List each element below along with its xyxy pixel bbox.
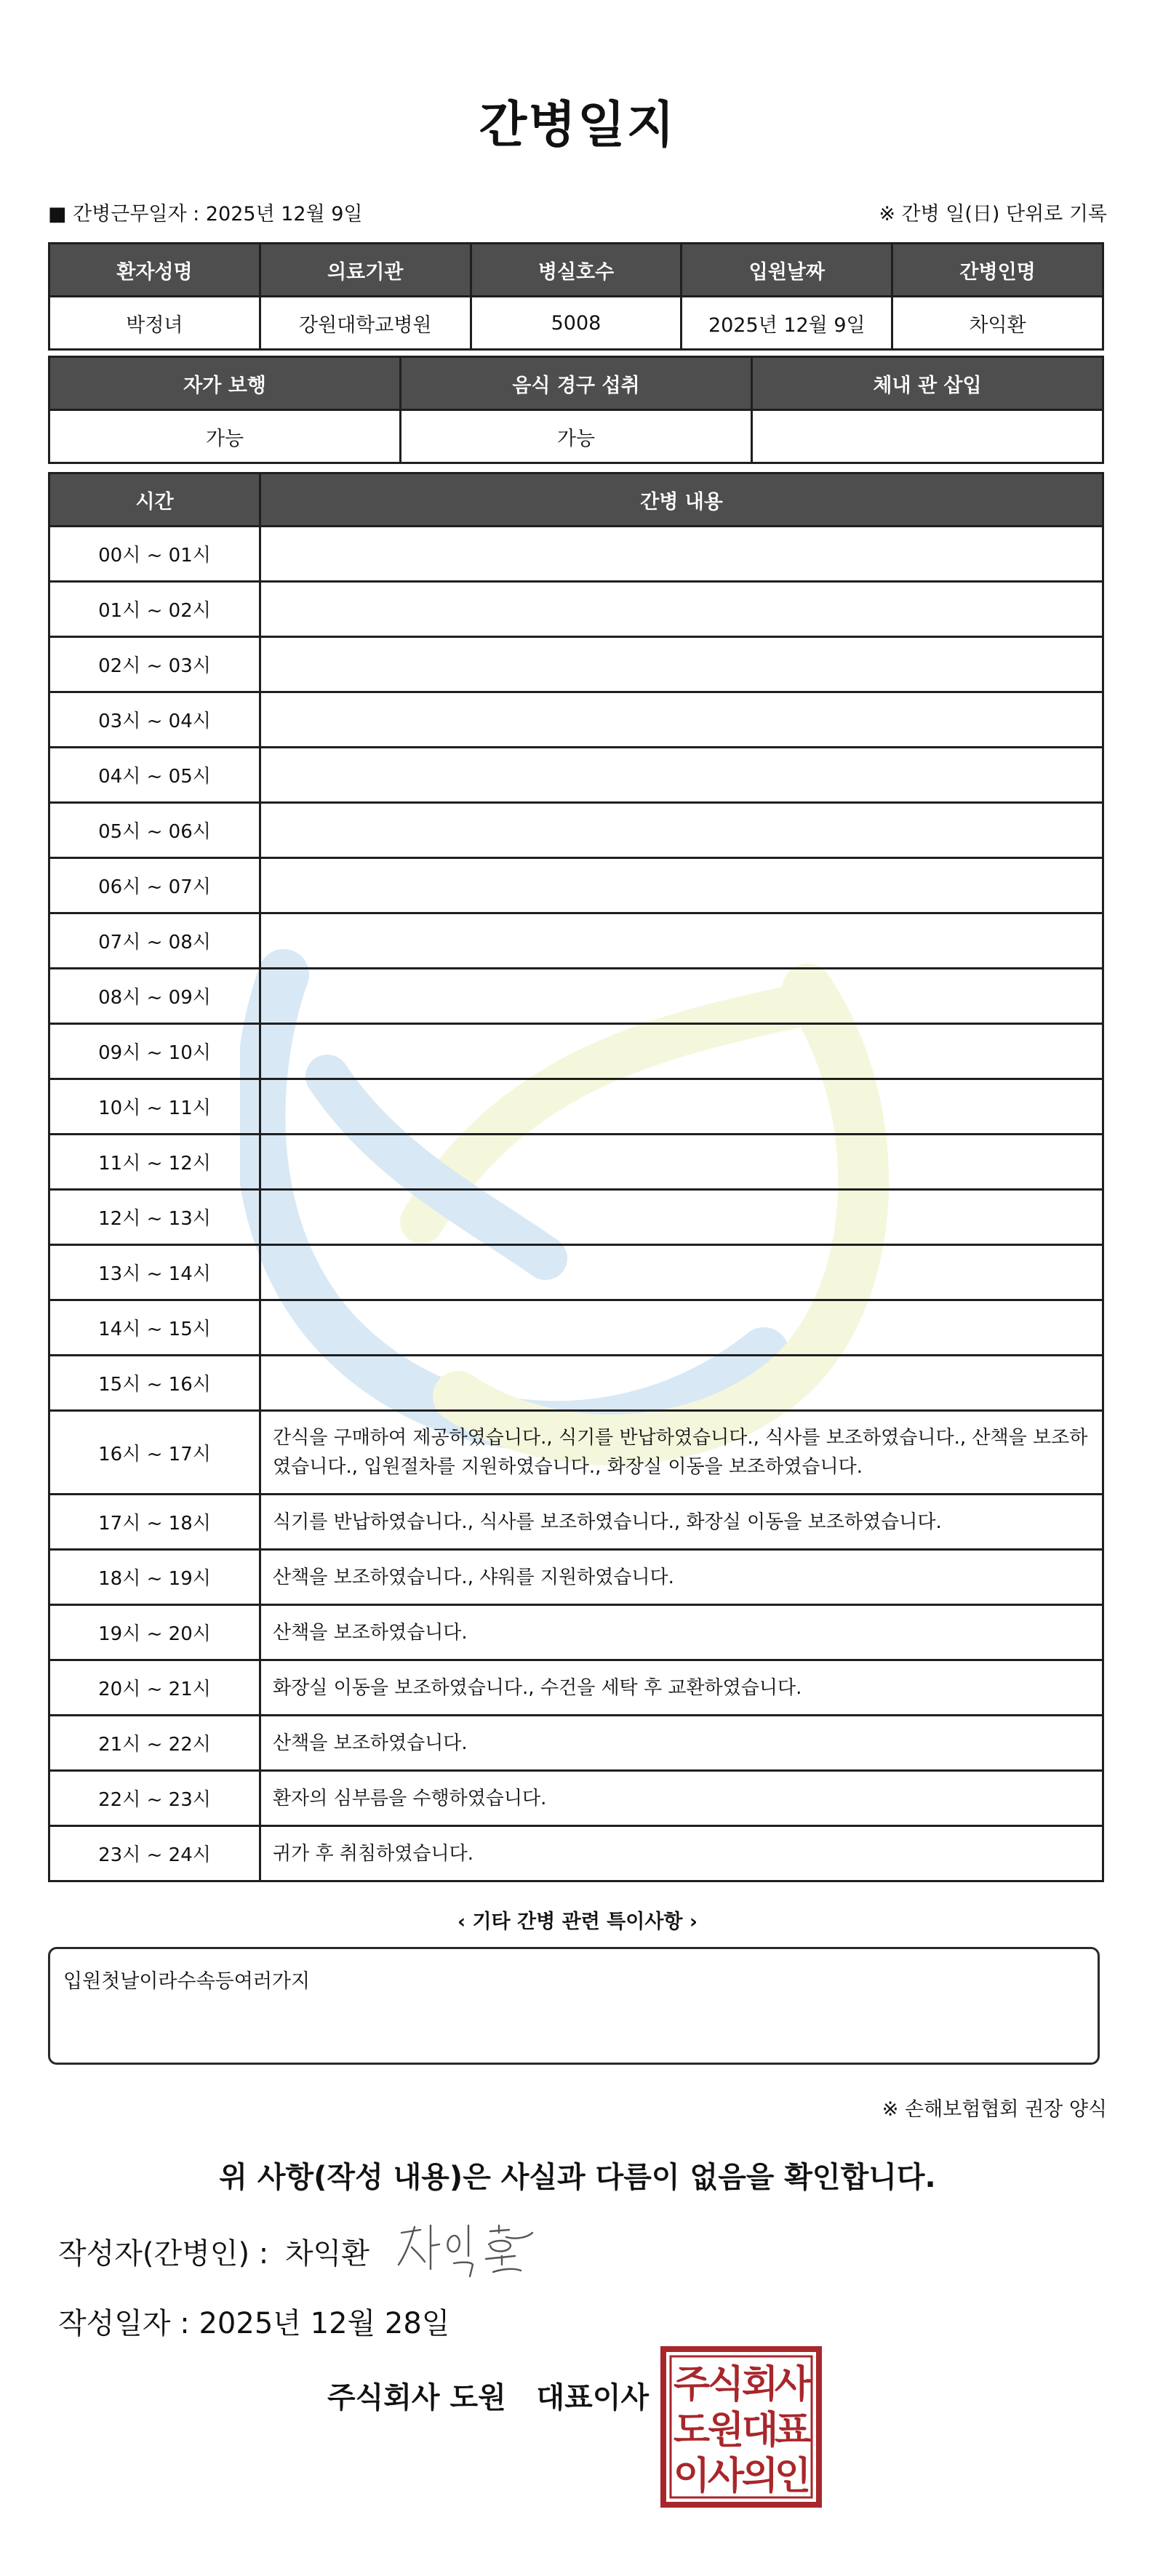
care-log-content [260, 637, 1103, 692]
svg-text:사: 사 [774, 2363, 812, 2407]
special-notes-box: 입원첫날이라수속등여러가지 [48, 1947, 1100, 2065]
care-log-row [49, 1605, 1103, 1660]
work-date-value: 2025년 12월 9일 [205, 203, 363, 225]
svg-text:인: 인 [774, 2455, 812, 2498]
care-log-time: 03시 ~ 04시 [49, 692, 260, 748]
record-unit-note: ※ 간병 일(日) 단위로 기록 [879, 203, 1107, 225]
care-log-time: 08시 ~ 09시 [49, 969, 260, 1024]
care-log-row [49, 637, 1103, 692]
care-log-header-row [49, 473, 1103, 527]
care-log-content [260, 858, 1103, 913]
care-log-time: 06시 ~ 07시 [49, 858, 260, 913]
care-log-row [49, 1411, 1103, 1495]
writer-name: 차익환 [284, 2237, 369, 2271]
tube-insertion-value [752, 410, 1103, 463]
svg-text:표: 표 [774, 2409, 812, 2452]
care-log-row [49, 1660, 1103, 1716]
care-log-time: 12시 ~ 13시 [49, 1190, 260, 1245]
care-log-row [49, 1300, 1103, 1356]
care-log-row [49, 1245, 1103, 1300]
work-date-line [48, 198, 363, 226]
care-log-time: 05시 ~ 06시 [49, 803, 260, 858]
patient-info-value-row [49, 297, 1103, 350]
care-log-row [49, 1771, 1103, 1826]
care-log-content: 화장실 이동을 보조하였습니다., 수건을 세탁 후 교환하였습니다. [260, 1660, 1103, 1716]
header-care-content: 간병 내용 [260, 473, 1103, 527]
recommended-form-note: ※ 손해보험협회 권장 양식 [882, 2098, 1107, 2121]
svg-text:식: 식 [707, 2363, 745, 2407]
header-patient-name: 환자성명 [49, 244, 260, 297]
care-log-row [49, 803, 1103, 858]
patient-status-header-row [49, 357, 1103, 410]
svg-text:주: 주 [673, 2363, 711, 2407]
care-log-content: 귀가 후 취침하였습니다. [260, 1826, 1103, 1881]
care-log-row [49, 1135, 1103, 1190]
care-log-content [260, 1300, 1103, 1356]
hospital-name: 강원대학교병원 [260, 297, 471, 350]
care-log-time: 10시 ~ 11시 [49, 1079, 260, 1135]
care-log-row [49, 748, 1103, 803]
care-log-row [49, 1356, 1103, 1411]
care-log-row [49, 692, 1103, 748]
oral-intake-value: 가능 [401, 410, 752, 463]
confirmation-statement: 위 사항(작성 내용)은 사실과 다름이 없음을 확인합니다. [219, 2161, 936, 2194]
care-log-content [260, 748, 1103, 803]
room-number: 5008 [471, 297, 682, 350]
care-log-row [49, 1024, 1103, 1079]
care-log-table [48, 472, 1104, 1882]
care-log-row [49, 1079, 1103, 1135]
written-date-value: 2025년 12월 28일 [199, 2307, 450, 2340]
svg-text:도: 도 [673, 2409, 711, 2452]
svg-text:대: 대 [741, 2409, 779, 2452]
care-log-row [49, 582, 1103, 637]
care-log-content: 산책을 보조하였습니다. [260, 1716, 1103, 1771]
care-log-content [260, 913, 1103, 969]
header-time: 시간 [49, 473, 260, 527]
patient-name: 박정녀 [49, 297, 260, 350]
care-log-row [49, 969, 1103, 1024]
care-log-time: 02시 ~ 03시 [49, 637, 260, 692]
care-log-time: 07시 ~ 08시 [49, 913, 260, 969]
care-log-row [49, 1550, 1103, 1605]
header-tube-insertion: 체내 관 삽입 [752, 357, 1103, 410]
care-log-time: 19시 ~ 20시 [49, 1605, 260, 1660]
care-log-row [49, 858, 1103, 913]
header-admission-date: 입원날짜 [682, 244, 892, 297]
patient-status-value-row [49, 410, 1103, 463]
care-log-content [260, 1245, 1103, 1300]
care-log-content [260, 1079, 1103, 1135]
company-representative: 주식회사 도원 대표이사 [327, 2381, 650, 2415]
svg-text:의: 의 [741, 2455, 779, 2498]
care-log-time: 18시 ~ 19시 [49, 1550, 260, 1605]
care-log-content [260, 582, 1103, 637]
care-log-row [49, 1826, 1103, 1881]
svg-text:사: 사 [707, 2455, 745, 2498]
care-log-content [260, 527, 1103, 582]
care-log-time: 00시 ~ 01시 [49, 527, 260, 582]
writer-line [58, 2231, 377, 2272]
care-log-time: 20시 ~ 21시 [49, 1660, 260, 1716]
svg-text:원: 원 [707, 2409, 745, 2452]
handwritten-signature [393, 2211, 538, 2284]
care-log-content: 산책을 보조하였습니다., 샤워를 지원하였습니다. [260, 1550, 1103, 1605]
care-log-time: 01시 ~ 02시 [49, 582, 260, 637]
admission-date: 2025년 12월 9일 [682, 297, 892, 350]
care-log-time: 21시 ~ 22시 [49, 1716, 260, 1771]
company-seal-stamp [659, 2345, 823, 2509]
care-log-row [49, 1716, 1103, 1771]
header-self-walking: 자가 보행 [49, 357, 401, 410]
work-date-label: ■ 간병근무일자 : [48, 203, 200, 225]
care-log-row [49, 1190, 1103, 1245]
header-hospital: 의료기관 [260, 244, 471, 297]
care-log-time: 16시 ~ 17시 [49, 1411, 260, 1495]
care-log-time: 22시 ~ 23시 [49, 1771, 260, 1826]
care-log-time: 04시 ~ 05시 [49, 748, 260, 803]
header-oral-intake: 음식 경구 섭취 [401, 357, 752, 410]
care-log-row [49, 527, 1103, 582]
care-log-content [260, 1356, 1103, 1411]
care-log-time: 13시 ~ 14시 [49, 1245, 260, 1300]
patient-status-table [48, 356, 1104, 464]
document-title: 간병일지 [479, 97, 676, 154]
care-log-content: 산책을 보조하였습니다. [260, 1605, 1103, 1660]
care-log-time: 17시 ~ 18시 [49, 1495, 260, 1550]
care-log-content [260, 1135, 1103, 1190]
notes-section-label: ‹ 기타 간병 관련 특이사항 › [457, 1911, 698, 1933]
writer-label: 작성자(간병인) : [58, 2237, 269, 2271]
patient-info-table [48, 242, 1104, 351]
care-log-content [260, 692, 1103, 748]
caregiver-name: 차익환 [892, 297, 1103, 350]
written-date-line [58, 2300, 449, 2342]
care-log-body [49, 527, 1103, 1881]
care-log-time: 15시 ~ 16시 [49, 1356, 260, 1411]
written-date-label: 작성일자 : [58, 2307, 190, 2340]
care-log-row [49, 913, 1103, 969]
care-log-content [260, 803, 1103, 858]
care-log-time: 23시 ~ 24시 [49, 1826, 260, 1881]
care-log-row [49, 1495, 1103, 1550]
patient-info-header-row [49, 244, 1103, 297]
care-log-content [260, 1024, 1103, 1079]
care-log-content [260, 1190, 1103, 1245]
care-log-time: 14시 ~ 15시 [49, 1300, 260, 1356]
svg-text:회: 회 [741, 2363, 779, 2407]
svg-text:이: 이 [673, 2455, 711, 2498]
care-log-time: 09시 ~ 10시 [49, 1024, 260, 1079]
care-log-content: 간식을 구매하여 제공하였습니다., 식기를 반납하였습니다., 식사를 보조하였습니다., 산책을 보조하였습니다., 입원절차를 지원하였습니다., 화장실 이동을 보조하였습니다. [260, 1411, 1103, 1495]
header-caregiver-name: 간병인명 [892, 244, 1103, 297]
care-log-content [260, 969, 1103, 1024]
header-room-number: 병실호수 [471, 244, 682, 297]
care-log-time: 11시 ~ 12시 [49, 1135, 260, 1190]
care-log-content: 식기를 반납하였습니다., 식사를 보조하였습니다., 화장실 이동을 보조하였습니다. [260, 1495, 1103, 1550]
care-log-content: 환자의 심부름을 수행하였습니다. [260, 1771, 1103, 1826]
self-walking-value: 가능 [49, 410, 401, 463]
